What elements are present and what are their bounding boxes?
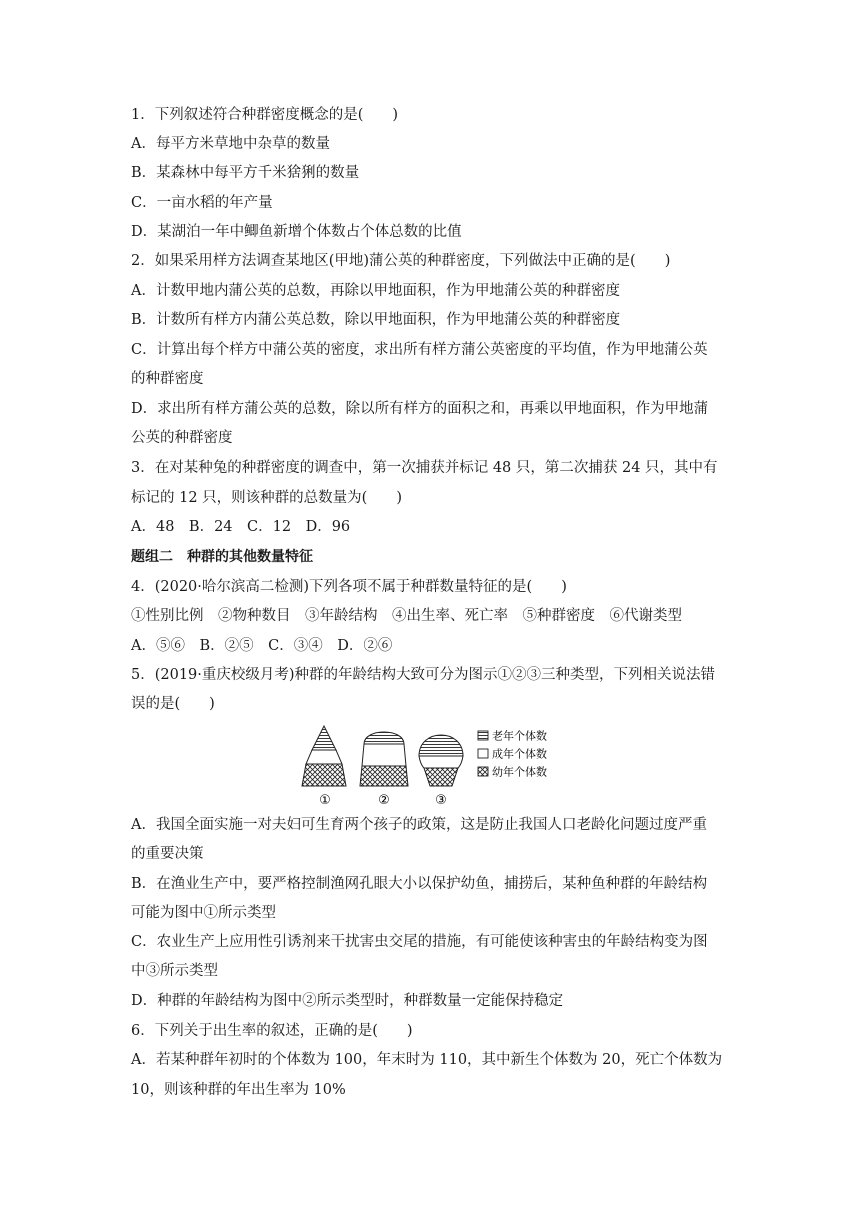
label-diagram-2: ②: [378, 793, 390, 808]
diagram-3-declining: [419, 735, 463, 786]
option-2c-line1: C．计算出每个样方中蒲公英的密度，求出所有样方蒲公英密度的平均值，作为甲地蒲公英: [131, 342, 708, 358]
diagram-2-stable: [360, 732, 408, 786]
options-4: A．⑤⑥ B．②⑤ C．③④ D．②⑥: [131, 638, 393, 654]
diagram-1-increasing: [302, 726, 346, 786]
option-6a-line2: 10，则该种群的年出生率为 10%: [131, 1082, 346, 1098]
question-1: 1．下列叙述符合种群密度概念的是( ): [131, 107, 399, 123]
option-1b: B．某森林中每平方千米猞猁的数量: [131, 165, 360, 181]
legend-swatch-adult: [478, 749, 488, 758]
question-5-line1: 5．(2019·重庆校级月考)种群的年龄结构大致可分为图示①②③三种类型，下列相关说法错: [131, 667, 716, 683]
option-2c-line2: 的种群密度: [131, 371, 204, 387]
option-2d-line2: 公英的种群密度: [131, 430, 233, 446]
legend-label-young: 幼年个体数: [492, 765, 547, 779]
label-diagram-3: ③: [435, 793, 447, 808]
age-structure-figure: [300, 722, 565, 808]
option-5b-line2: 可能为图中①所示类型: [131, 905, 276, 921]
legend-swatch-young: [478, 767, 488, 776]
option-5d: D．种群的年龄结构为图中②所示类型时，种群数量一定能保持稳定: [131, 993, 564, 1009]
option-2a: A．计数甲地内蒲公英的总数，再除以甲地面积，作为甲地蒲公英的种群密度: [131, 283, 620, 299]
option-5a-line1: A．我国全面实施一对夫妇可生育两个孩子的政策，这是防止我国人口老龄化问题过度严重: [131, 817, 707, 833]
options-3: A．48 B．24 C．12 D．96: [131, 519, 351, 535]
legend-swatch-old: [478, 731, 488, 740]
option-5a-line2: 的重要决策: [131, 846, 204, 862]
option-5b-line1: B．在渔业生产中，要严格控制渔网孔眼大小以保护幼鱼，捕捞后，某种鱼种群的年龄结构: [131, 876, 708, 892]
option-2b: B．计数所有样方内蒲公英总数，除以甲地面积，作为甲地蒲公英的种群密度: [131, 312, 621, 328]
legend-label-old: 老年个体数: [492, 729, 547, 743]
option-1d: D．某湖泊一年中鲫鱼新增个体数占个体总数的比值: [131, 224, 462, 240]
option-5c-line2: 中③所示类型: [131, 963, 218, 979]
option-6a-line1: A．若某种群年初时的个体数为 100，年末时为 110，其中新生个体数为 20，死亡个体数为: [131, 1052, 723, 1068]
option-1c: C．一亩水稻的年产量: [131, 195, 273, 211]
legend-label-adult: 成年个体数: [492, 747, 547, 761]
items-4: ①性别比例 ②物种数目 ③年龄结构 ④出生率、死亡率 ⑤种群密度 ⑥代谢类型: [131, 608, 682, 624]
question-3-line2: 标记的 12 只，则该种群的总数量为( ): [131, 490, 402, 506]
question-5-line2: 误的是( ): [131, 696, 215, 712]
question-6: 6．下列关于出生率的叙述，正确的是( ): [131, 1023, 413, 1039]
question-4: 4．(2020·哈尔滨高二检测)下列各项不属于种群数量特征的是( ): [131, 579, 567, 595]
figure-legend: [478, 729, 547, 779]
option-2d-line1: D．求出所有样方蒲公英的总数，除以所有样方的面积之和，再乘以甲地面积，作为甲地蒲: [131, 401, 709, 417]
option-1a: A．每平方米草地中杂草的数量: [131, 136, 330, 152]
option-5c-line1: C．农业生产上应用性引诱剂来干扰害虫交尾的措施，有可能使该种害虫的年龄结构变为图: [131, 934, 708, 950]
question-2: 2．如果采用样方法调查某地区(甲地)蒲公英的种群密度，下列做法中正确的是( ): [131, 253, 671, 269]
label-diagram-1: ①: [319, 793, 331, 808]
question-3-line1: 3．在对某种兔的种群密度的调查中，第一次捕获并标记 48 只，第二次捕获 24 只，其中有: [131, 460, 718, 476]
section-heading: 题组二 种群的其他数量特征: [131, 549, 313, 565]
